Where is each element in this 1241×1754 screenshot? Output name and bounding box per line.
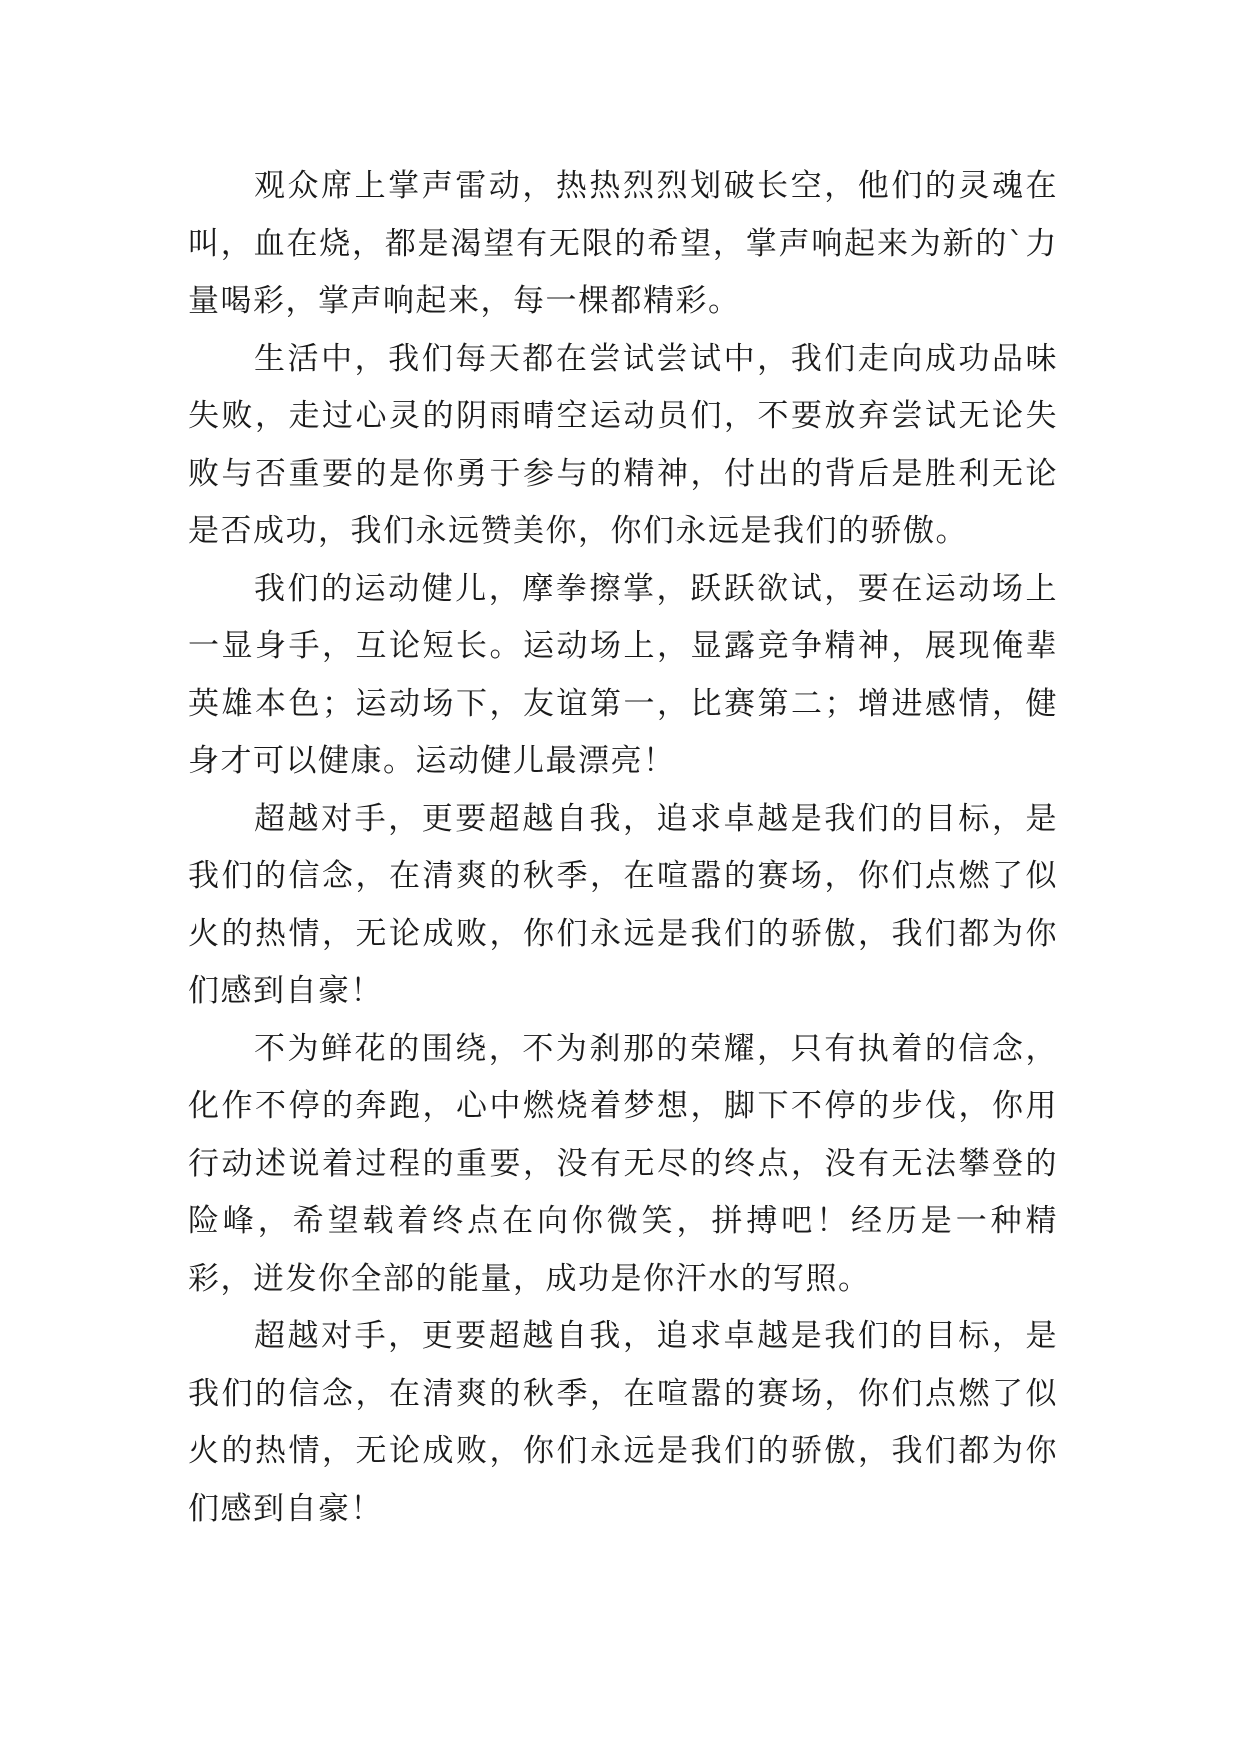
document-body (188, 158, 1058, 1538)
paragraph: 超越对手，更要超越自我，追求卓越是我们的目标，是我们的信念，在清爽的秋季，在喧嚣的赛场，你们点燃了似火的热情，无论成败，你们永远是我们的骄傲，我们都为你们感到自豪！ (188, 1318, 1058, 1527)
paragraph: 不为鲜花的围绕，不为刹那的荣耀，只有执着的信念，化作不停的奔跑，心中燃烧着梦想，脚下不停的步伐，你用行动述说着过程的重要，没有无尽的终点，没有无法攀登的险峰，希望载着终点在向你微笑，拼搏吧！经历是一种精彩，迸发你全部的能量，成功是你汗水的写照。 (188, 1030, 1058, 1297)
paragraph: 观众席上掌声雷动，热热烈烈划破长空，他们的灵魂在叫，血在烧，都是渴望有无限的希望，掌声响起来为新的`力量喝彩，掌声响起来，每一棵都精彩。 (188, 168, 1058, 319)
paragraph: 生活中，我们每天都在尝试尝试中，我们走向成功品味失败，走过心灵的阴雨晴空运动员们，不要放弃尝试无论失败与否重要的是你勇于参与的精神，付出的背后是胜利无论是否成功，我们永远赞美你，你们永远是我们的骄傲。 (188, 340, 1058, 549)
paragraph: 超越对手，更要超越自我，追求卓越是我们的目标，是我们的信念，在清爽的秋季，在喧嚣的赛场，你们点燃了似火的热情，无论成败，你们永远是我们的骄傲，我们都为你们感到自豪！ (188, 800, 1058, 1009)
paragraph: 我们的运动健儿，摩拳擦掌，跃跃欲试，要在运动场上一显身手，互论短长。运动场上，显露竞争精神，展现俺辈英雄本色；运动场下，友谊第一，比赛第二；增进感情，健身才可以健康。运动健儿最漂亮！ (188, 570, 1058, 779)
